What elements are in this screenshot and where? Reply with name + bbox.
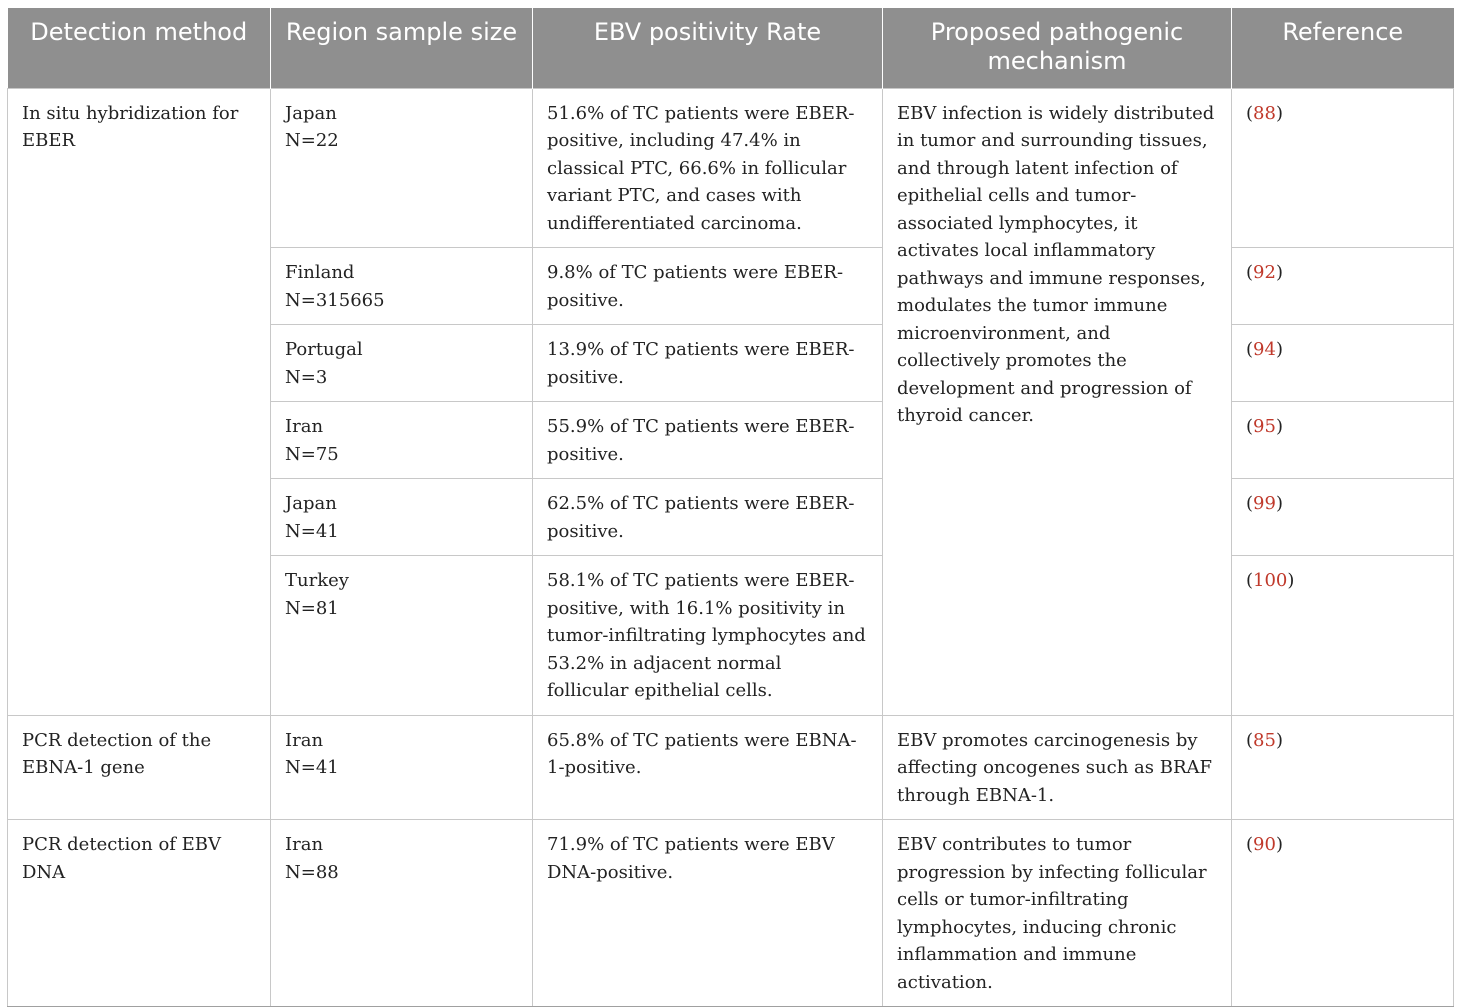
reference-cell: (94) <box>1232 325 1454 402</box>
detection-method-cell: PCR detection of the EBNA-1 gene <box>8 715 271 820</box>
reference-cell: (95) <box>1232 402 1454 479</box>
mechanism-cell: EBV infection is widely distributed in tumor and surrounding tissues, and through latent infection of epithelial cells and tumor-associated lymphocytes, it activates local inflammatory pathways and immune responses, modulates the tumor immune microenvironment, and collectively promotes the development and progression of thyroid cancer. <box>883 88 1232 715</box>
sample-size: N=81 <box>285 597 339 619</box>
header-pathogenic-mechanism: Proposed pathogenic mechanism <box>883 8 1232 88</box>
region-name: Iran <box>285 729 324 751</box>
mechanism-cell: EBV contributes to tumor progression by infecting follicular cells or tumor-infiltrating lymphocytes, inducing chronic inflammation and immune activation. <box>883 820 1232 1007</box>
positivity-rate-cell: 62.5% of TC patients were EBER-positive. <box>533 479 883 556</box>
reference-cell: (99) <box>1232 479 1454 556</box>
reference-link[interactable]: 90 <box>1253 834 1276 855</box>
region-cell <box>271 820 533 1007</box>
positivity-rate-cell: 13.9% of TC patients were EBER-positive. <box>533 325 883 402</box>
reference-link[interactable]: 94 <box>1253 339 1276 360</box>
reference-link[interactable]: 100 <box>1253 570 1288 591</box>
detection-method-cell: In situ hybridization for EBER <box>8 88 271 715</box>
header-reference: Reference <box>1232 8 1454 88</box>
table-row <box>8 88 1454 248</box>
region-name: Japan <box>285 102 337 124</box>
reference-link[interactable]: 99 <box>1253 493 1276 514</box>
reference-cell: (90) <box>1232 820 1454 1007</box>
region-name: Finland <box>285 262 355 283</box>
region-cell <box>271 325 533 402</box>
detection-method-cell: PCR detection of EBV DNA <box>8 820 271 1007</box>
reference-link[interactable]: 88 <box>1253 102 1276 124</box>
table-row <box>8 820 1454 1007</box>
positivity-rate-cell: 58.1% of TC patients were EBER-positive, with 16.1% positivity in tumor-infiltrating lymphocytes and 53.2% in adjacent normal follicular epithelial cells. <box>533 556 883 716</box>
sample-size: N=41 <box>285 520 339 542</box>
positivity-rate-cell: 65.8% of TC patients were EBNA-1-positive. <box>533 715 883 820</box>
table-row <box>8 715 1454 820</box>
sample-size: N=88 <box>285 861 339 883</box>
ebv-detection-table <box>7 8 1454 1007</box>
header-row <box>8 8 1454 88</box>
header-ebv-positivity-rate: EBV positivity Rate <box>533 8 883 88</box>
mechanism-cell: EBV promotes carcinogenesis by affecting oncogenes such as BRAF through EBNA-1. <box>883 715 1232 820</box>
region-name: Portugal <box>285 339 363 360</box>
region-cell <box>271 715 533 820</box>
reference-cell: (92) <box>1232 248 1454 325</box>
reference-cell: (85) <box>1232 715 1454 820</box>
positivity-rate-cell: 55.9% of TC patients were EBER-positive. <box>533 402 883 479</box>
region-cell <box>271 248 533 325</box>
region-name: Turkey <box>285 570 349 591</box>
region-name: Japan <box>285 493 337 514</box>
sample-size: N=75 <box>285 443 339 465</box>
reference-cell: (88) <box>1232 88 1454 248</box>
header-detection-method: Detection method <box>8 8 271 88</box>
positivity-rate-cell: 9.8% of TC patients were EBER-positive. <box>533 248 883 325</box>
sample-size: N=315665 <box>285 289 385 311</box>
reference-link[interactable]: 92 <box>1253 262 1276 283</box>
region-cell <box>271 402 533 479</box>
sample-size: N=22 <box>285 130 339 151</box>
region-name: Iran <box>285 834 324 855</box>
header-region-sample-size: Region sample size <box>271 8 533 88</box>
positivity-rate-cell: 51.6% of TC patients were EBER-positive, including 47.4% in classical PTC, 66.6% in follicular variant PTC, and cases with undifferentiated carcinoma. <box>533 88 883 248</box>
region-cell <box>271 88 533 248</box>
region-cell <box>271 479 533 556</box>
sample-size: N=3 <box>285 366 328 388</box>
region-name: Iran <box>285 416 324 437</box>
sample-size: N=41 <box>285 757 339 778</box>
positivity-rate-cell: 71.9% of TC patients were EBV DNA-positive. <box>533 820 883 1007</box>
reference-link[interactable]: 85 <box>1253 729 1276 751</box>
region-cell <box>271 556 533 716</box>
reference-cell: (100) <box>1232 556 1454 716</box>
reference-link[interactable]: 95 <box>1253 416 1276 437</box>
